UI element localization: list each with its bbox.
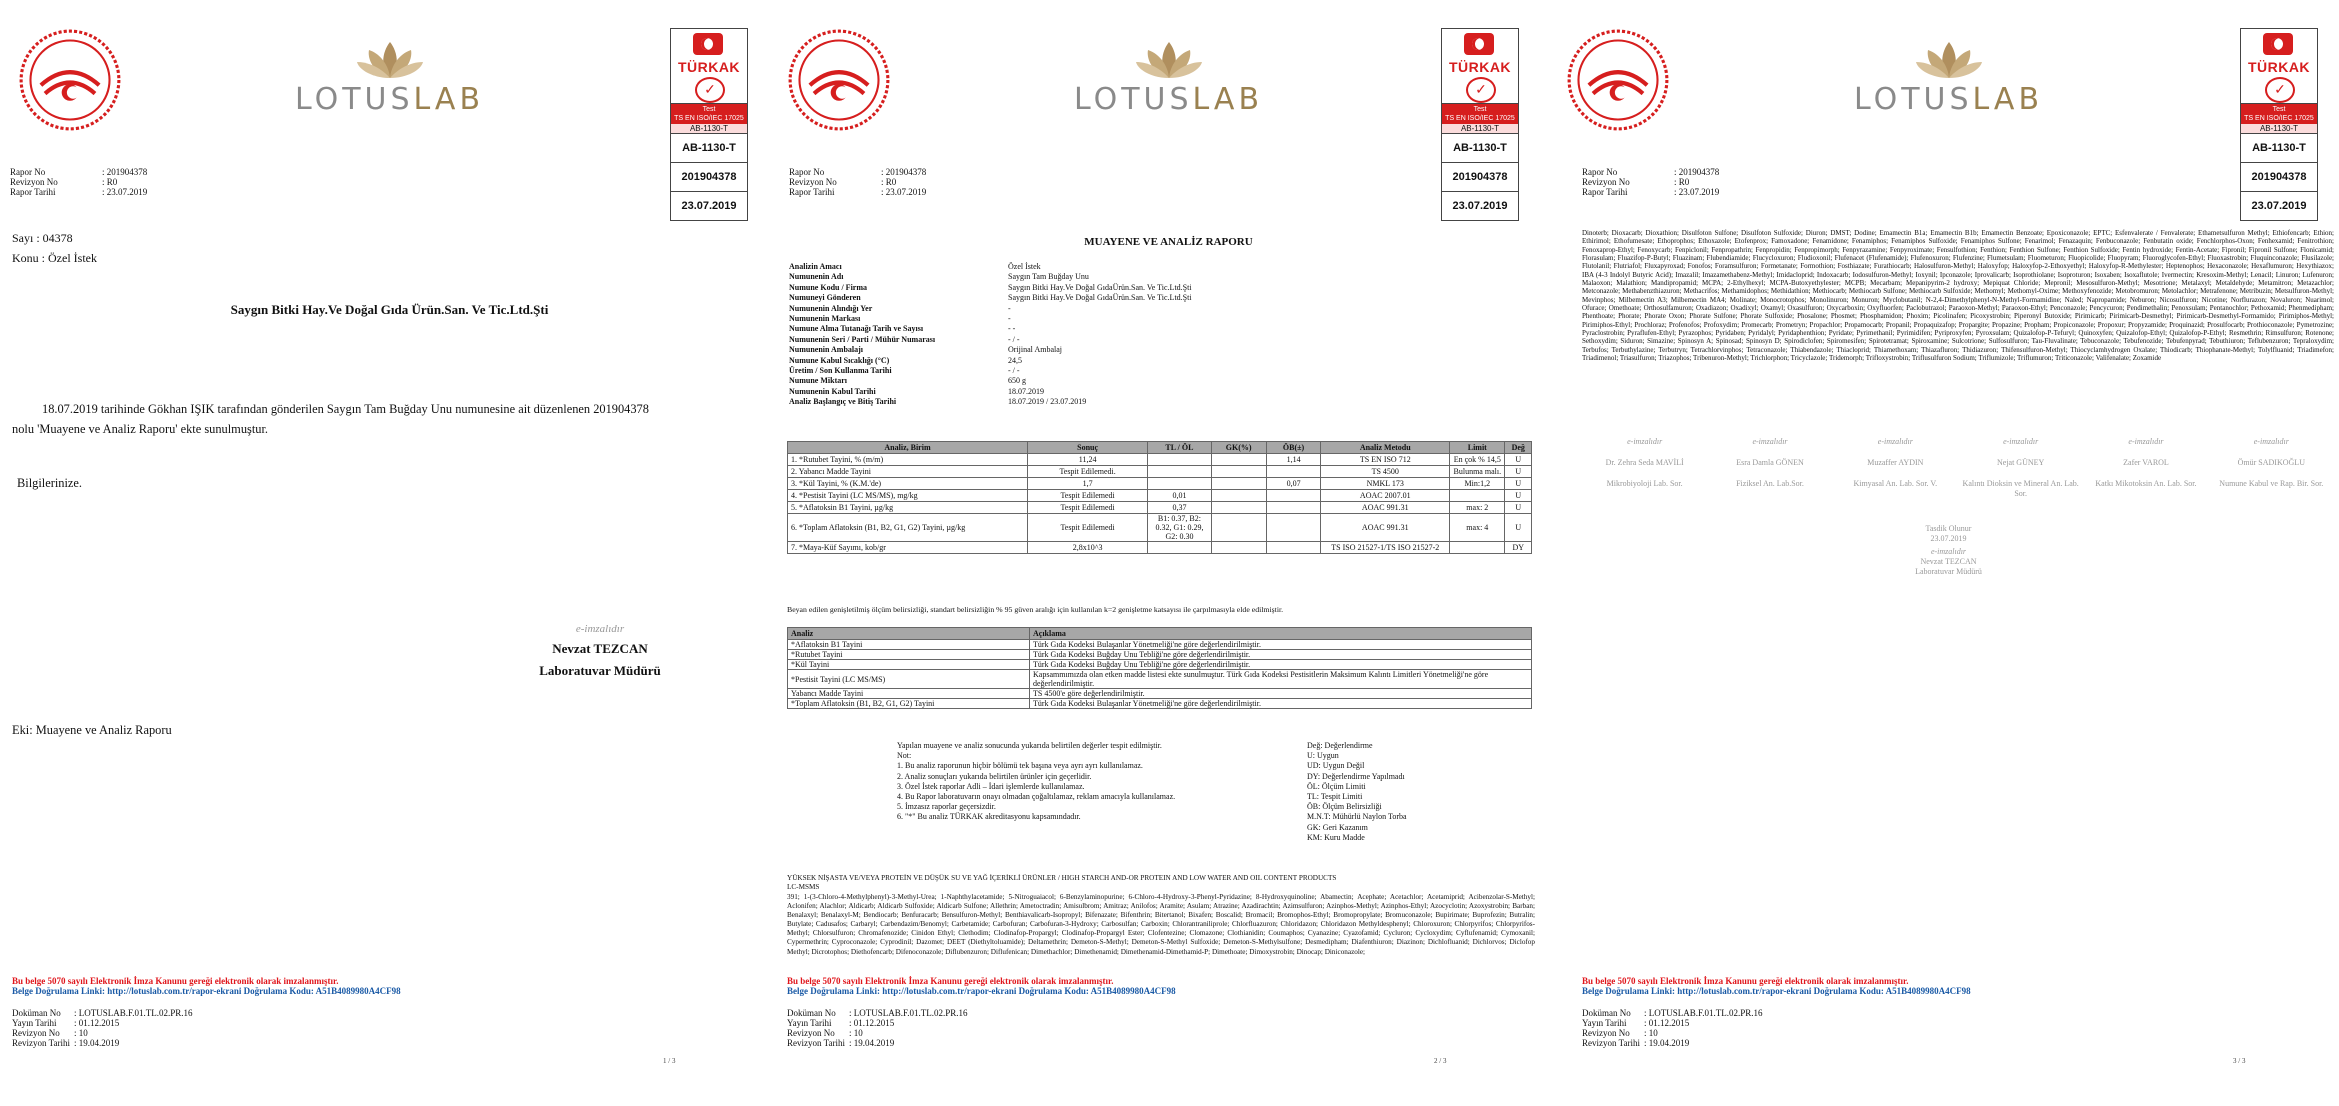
results-header-row [788,442,1532,454]
table-cell [1266,502,1321,514]
info-value: - [1008,303,1011,313]
info-value: Saygın Bitki Hay.Ve Doğal GıdaÜrün.San. Ve Tic.Ltd.Şti [1008,282,1192,292]
table-cell: Türk Gıda Kodeksi Buğday Unu Tebliği'ne göre değerlendirilmiştir. [1030,650,1532,660]
page-number: 2 / 3 [1434,1057,1447,1065]
table-row [788,640,1532,650]
esign-label: e-imzalıdır [2003,437,2039,446]
table-cell: Bulunma malı. [1450,466,1505,478]
column-header: Limit [1450,442,1505,454]
report-page-2 [779,0,1558,1106]
table-cell: B1: 0.37, B2: 0.32, G1: 0.29, G2: 0.30 [1148,514,1211,542]
table-cell [1148,542,1211,554]
table-cell: max: 4 [1450,514,1505,542]
lotuslab-logo: LOTUSLAB [0,40,779,117]
info-row [787,304,1194,314]
table-cell: 0,01 [1148,490,1211,502]
table-cell: *Toplam Aflatoksin (B1, B2, G1, G2) Tayini [788,699,1030,709]
info-row [787,262,1194,272]
table-cell: *Rutubet Tayini [788,650,1030,660]
approver-signature [1833,437,1958,499]
column-header: ÖB(±) [1266,442,1321,454]
report-title: MUAYENE VE ANALİZ RAPORU [1084,236,1253,248]
explanation-header-row [788,628,1532,640]
info-label: Numunenin Seri / Parti / Mühür Numarası [789,334,936,344]
info-row [787,335,1194,345]
letter-number: Sayı : 04378 [12,231,73,245]
table-cell [1211,490,1266,502]
info-value: Özel İstek [1008,262,1041,271]
table-cell: Türk Gıda Kodeksi Bulaşanlar Yönetmeliği'ne göre değerlendirilmiştir. [1030,640,1532,650]
table-cell [1148,466,1211,478]
table-cell: max: 2 [1450,502,1505,514]
table-cell: NMKL 173 [1321,478,1450,490]
table-row [788,542,1532,554]
column-header: TL / ÖL [1148,442,1211,454]
table-cell: 5. *Aflatoksin B1 Tayini, µg/kg [788,502,1028,514]
table-cell: U [1505,466,1532,478]
info-value: Orijinal Ambalaj [1008,345,1062,355]
table-cell: 2,8x10^3 [1028,542,1148,554]
table-cell: TS 4500 [1321,466,1450,478]
info-label: Numune Kabul Sıcaklığı (°C) [789,355,890,365]
lotuslab-logo: LOTUSLAB [1558,40,2339,117]
table-row [788,650,1532,660]
table-cell [1211,454,1266,466]
info-value: Saygın Bitki Hay.Ve Doğal GıdaÜrün.San. Ve Tic.Ltd.Şti [1008,293,1192,303]
table-row [788,454,1532,466]
lotuslab-logo: LOTUSLAB [779,40,1558,117]
results-table [787,441,1532,554]
info-value: 18.07.2019 [1008,386,1044,396]
column-header: Açıklama [1030,628,1532,640]
esign-label: e-imzalıdır [2128,437,2164,446]
info-row [787,376,1194,386]
report-page-3 [1558,0,2339,1106]
approval-block: Tasdik Olunur 23.07.2019 e-imzalıdır Nevzat TEZCAN Laboratuvar Müdürü [1915,524,1982,576]
lotus-flower-icon [1914,40,1984,80]
uncertainty-note: Beyan edilen genişletilmiş ölçüm belirsizliği, standart belirsizliğin % 95 güven aralığı için kullanılan k=2 genişletme katsayısı ile çarpılmasıyla elde edilmiştir. [787,605,1284,614]
approver-name: Nejat GÜNEY [1996,458,2045,467]
table-cell [1148,454,1211,466]
table-row [788,490,1532,502]
column-header: Analiz, Birim [788,442,1028,454]
info-row [787,314,1194,324]
table-cell: 3. *Kül Tayini, % (K.M.'de) [788,478,1028,490]
info-row [787,387,1194,397]
approver-signature [1707,437,1832,499]
table-cell: 7. *Maya-Küf Sayımı, kob/gr [788,542,1028,554]
table-cell: U [1505,502,1532,514]
info-label: Analizin Amacı [789,262,842,271]
table-cell [1148,478,1211,490]
note-line: Not: [897,751,912,761]
turkak-accreditation-badge: TÜRKAK ✓ Test TS EN ISO/IEC 17025 AB-1130-T AB-1130-T 201904378 23.07.2019 [2240,28,2318,221]
report-page-1 [0,0,779,1106]
approver-name: Muzaffer AYDIN [1867,458,1924,467]
table-cell [1211,514,1266,542]
lotus-flower-icon [1134,40,1204,80]
table-cell: Tespit Edilemedi [1028,514,1148,542]
table-cell: U [1505,454,1532,466]
table-cell: Min:1,2 [1450,478,1505,490]
info-row [787,366,1194,376]
table-cell: U [1505,478,1532,490]
info-value: 24,5 [1008,355,1022,365]
report-meta: Rapor No : 201904378 Revizyon No : R0 Rapor Tarihi : 23.07.2019 [10,167,148,197]
approver-title: Katkı Mikotoksin An. Lab. Sor. [2095,479,2197,488]
approver-name: Zafer VAROL [2123,458,2169,467]
info-label: Numunenin Markası [789,314,861,324]
note-line: 3. Özel İstek raporlar Adli – İdari işlemlerde kullanılamaz. [897,781,1085,791]
notes-right [1307,741,1407,843]
info-label: Analiz Başlangıç ve Bitiş Tarihi [789,397,897,407]
table-cell [1266,466,1321,478]
info-value: - / - [1008,366,1020,376]
attachment-note: Eki: Muayene ve Analiz Raporu [12,723,172,737]
info-value: 18.07.2019 / 23.07.2019 [1008,397,1087,407]
info-label: Numuneyi Gönderen [789,293,861,303]
table-cell: 11,24 [1028,454,1148,466]
table-cell: 1,14 [1266,454,1321,466]
table-cell: Tespit Edilemedi. [1028,466,1148,478]
notes-left [897,741,1175,823]
lotus-flower-icon [355,40,425,80]
table-cell [1211,466,1266,478]
esign-label: e-imzalıdır [1877,437,1913,446]
pesticide-list-continued: Dinoterb; Dioxacarb; Dioxathion; Disulfoton Sulfone; Disulfoton Sulfoxide; Diuron; DMST; Dodine; Emamectin B1a; Emamectin B1b; Emamectin Benzoate; Epoxiconazole; EPTC; Esfenvalerate / Fenvalerate; Ethametsulfuron Methyl; Ethiofencarb; Ethion; Ethirimol; Ethofumesate; Ethoprophos; Ethoxazole; Etofenprox; Famoxadone; Fenamidone; Fenamiphos; Fenamiphos Sulfoxide; Fenamiphos Sulfone; Fenarimol; Fenazaquin; Fenbuconazole; Fenbutatin oxide; Fenchlorphos-Oxon; Fenhexamid; Fenitrothion; Fenoxaprop-Ethyl; Fenoxycarb; Fenpiclonil; Fenpropathrin; Fenpropidin; Fenpropimorph; Fenpyrazamine; Fenpyroximate; Fensulfothion; Fenthion; Fenthion Sulfone; Fenthion Sulfoxide; Fentin hydroxide; Fentin-Acetate; Fipronil; Fipronil Sulfone; Flonicamid; Florasulam; Fluazifop-P-Butyl; Fluazinam; Flubendiamide; Flucycloxuron; Fludioxonil; Flufenacet (Flufenamide); Flufenoxuron; Flufenzine; Flumetsulam; Fluometuron; Fluopicolide; Fluopyram; Fluoroglycofen-Ethyl; Fluoxastrobin; Fluquinconazole; Flusilazole; Flutolanil; Flutriafol; Fluxapyroxad; Fonofos; Foramsulfuron; Formetanate; Formothion; Fosthiazate; Furathiocarb; Halosulfuron-Methyl; Haloxyfop; Haloxyfop-2-Ethoxyethyl; Haloxyfop-R-Methylester; Heptenophos; Hexaconazole; Hexaflumuron; Hexythiazox; IBA (4-3 Indolyl Butyric Acid); Imazalil; Imazamethabenz-Methyl; Imidacloprid; Indoxacarb; Iodosulfuron-Methyl; Ioxynil; Ipconazole; Iprovalicarb; Isoprothiolane; Isoproturon; Isoxaben; Isoxaflutole; Ivermectin; Kresoxim-Methyl; Lenacil; Linuron; Lufenuron; Malaoxon; Malathion; Mandipropamid; MCPA; 2-Ethylhexyl; MCPA-Butoxyethylester; MCPB; Mecarbam; Mepanipyrim-2 hydroxy; Mepiquat Chloride; Mepronil; Mesosulfuron-Methyl; Mesotrione; Metalaxyl; Metaldehyde; Metamitron; Metazachlor; Metconazole; Methabenzthiazuron; Methacrifos; Methamidophos; Methidathion; Methiocarb; Methiocarb Sulfone; Methiocarb Sulfoxide; Methomyl; Methomyl-Oxime; Methoxyfenozide; Metobromuron; Metolachlor; Metrafenone; Metribuzin; Metsulfuron-Methyl; Mevinphos; Milbemectin A3; Milbemectin MA4; Molinate; Monocrotophos; Monolinuron; Monuron; Myclobutanil; N-2,4-Dimethylphenyl-N-Methyl-Formamidine; Naled; Napropamide; Neburon; Nicosulfuron; Nicotine; Norflurazon; Novaluron; Nuarimol; Ofurace; Omethoate; Orthosulfamuron; Oxadiazon; Oxadixyl; Oxamyl; Oxasulfuron; Oxycarboxin; Oxyfluorfen; Paclobutrazol; Paraoxon-Methyl; Paraoxon-Ethyl; Penconazole; Pencycuron; Pendimethalin; Penoxsulam; Pentanochlor; Pethoxamid; Phenmedipham; Phenthoate; Phorate; Phorate Oxon; Phorate Sulfone; Phorate Sulfoxide; Phosalone; Phosmet; Phosphamidon; Phoxim; Picolinafen; Picoxystrobin; Piperonyl Butoxide; Pirimicarb; Pirimicarb-Desmethyl; Pirimicarb-Desmethyl-Formamido; Pirimiphos-Methyl; Pirimiphos-Ethyl; Prochloraz; Profenofos; Profoxydim; Promecarb; Prometryn; Propachlor; Propamocarb; Propanil; Propaquizafop; Propargite; Propazine; Propham; Propiconazole; Propoxur; Propyzamide; Proquinazid; Prosulfocarb; Prothioconazole; Pymetrozine; Pyraclostrobin; Pyraflufen-Ethyl; Pyrazophos; Pyridaben; Pyridalyl; Pyridaphenthion; Pyridate; Pyrimethanil; Pyrimidifen; Pyriproxyfen; Pyroxsulam; Quizalofop-P-Tefuryl; Quinoxyfen; Quizalofop-Ethyl; Quizalofop-P-Ethyl; Resmethrin; Rimsulfuron; Rotenone; Sethoxydim; Siduron; Simazine; Spinosyn A; Spinosad; Spinosyn D; Spirodiclofen; Spiromesifen; Spirotetramat; Spiroxamine; Sulcotrione; Sulfosulfuron; Tau-Fluvalinate; Tebuconazole; Tebufenozide; Tebufenpyrad; Tebuthiuron; Teflubenzuron; Tepraloxydim; Terbufos; Terbuthylazine; Terbutryn; Tetrachlorvinphos; Tetraconazole; Thiabendazole; Thiacloprid; Thiamethoxam; Thiazafluron; Thidiazuron; Thifensulfuron-Methyl; Thiocyclamhydrogen Oxalate; Thiodicarb; Thiophanate-Methyl; Tolylfluanid; Triadimefon; Triadimenol; Triasulfuron; Triazophos; Tribenuron-Methyl; Trichlorphon; Tricyclazole; Tridemorph; Trifloxystrobin; Triflusulfuron Sodium; Triflumizole; Triflumuron; Triticonazole; Valifenalate; Zoxamide [1582,229,2334,363]
approver-title: Kalıntı Dioksin ve Mineral An. Lab. Sor. [1962,479,2079,498]
note-line: Yapılan muayene ve analiz sonucunda yukarıda belirtilen değerler tespit edilmiştir. [897,741,1162,750]
page-footer: Bu belge 5070 sayılı Elektronik İmza Kanunu gereği elektronik olarak imzalanmıştır. Belge Doğrulama Linki: http://lotuslab.com.tr/rapor-ekrani Doğrulama Kodu: A51B4089980A4CF98 Doküman No : LOTUSLAB.F.01.TL.02.PR.16 Yayın Tarihi : 01.12.2015 Revizyon No : 10 Revizyon Tarihi : 19.04.2019 [12,976,401,1048]
legend-line: TL: Tespit Limiti [1307,792,1363,802]
approver-signature [2083,437,2208,499]
table-cell [1211,478,1266,490]
info-row [787,324,1194,334]
info-value: - [1008,314,1011,324]
table-cell: TS ISO 21527-1/TS ISO 21527-2 [1321,542,1450,554]
table-cell: Türk Gıda Kodeksi Bulaşanlar Yönetmeliği'ne göre değerlendirilmiştir. [1030,699,1532,709]
note-line: 6. "*" Bu analiz TÜRKAK akreditasyonu kapsamındadır. [897,812,1081,822]
table-cell: TS EN ISO 712 [1321,454,1450,466]
page-footer: Bu belge 5070 sayılı Elektronik İmza Kanunu gereği elektronik olarak imzalanmıştır. Belge Doğrulama Linki: http://lotuslab.com.tr/rapor-ekrani Doğrulama Kodu: A51B4089980A4CF98 Doküman No : LOTUSLAB.F.01.TL.02.PR.16 Yayın Tarihi : 01.12.2015 Revizyon No : 10 Revizyon Tarihi : 19.04.2019 [787,976,1176,1048]
info-label: Numunenin Ambalajı [789,345,864,355]
approver-title: Kimyasal An. Lab. Sor. V. [1853,479,1938,488]
column-header: Değ [1505,442,1532,454]
pesticide-list: 391; 1-(3-Chloro-4-Methylphenyl)-3-Methyl-Urea; 1-Naphthylacetamide; 5-Nitroguaiacol; 6-Benzylaminopurine; 6-Chloro-4-Hydroxy-3-Phenyl-Pyridazine; 8-Hydroxyquinoline; Abamectin; Acephate; Acetachlor; Acetamiprid; Acibenzolar-S-Methyl; Aclonifen; Alachlor; Aldicarb; Aldicarb Sulfoxide; Aldicarb Sulfone; Allethrin; Ametoctradin; Amisulbrom; Amitraz; Anilofos; Aramite; Asulam; Atrazine; Azadirachtin; Azimsulfuron; Azinphos-Methyl; Azinphos-Ethyl; Azocyclotin; Azoxystrobin; Barban; Benalaxyl; Benalaxyl-M; Bendiocarb; Benfuracarb; Bensulfuron-Methyl; Benthiavalicarb-Isopropyl; Bifenazate; Bifenthrin; Bitertanol; Bixafen; Boscalid; Bromacil; Bromophos-Ethyl; Bromopropylate; Bromuconazole; Bupirimate; Buprofezin; Butralin; Butylate; Cadusafos; Carbaryl; Carbendazim/Benomyl; Carbetamide; Carbofuran; Carbofuran-3-Hydroxy; Carbosulfan; Carboxin; Chlorantraniliprole; Chlorfluazuron; Chloridazon; Chloridazon Methyldesphenyl; Chloroxuron; Chlorpyrifos; Chlorpyrifos-Methyl; Chlorsulfuron; Chromafenozide; Cinidon Ethyl; Clethodim; Clodinafop-Propargyl; Clodinafop-Propargyl Ester; Clofentezine; Clomazone; Clothianidin; Coumaphos; Cyanazine; Cyazofamid; Cycluron; Cycloxydim; Cyflufenamid; Cymoxanil; Cypermethrin; Cyproconazole; Cyprodinil; Dazomet; DEET (Diethyltoluamide); Deltamethrin; Demeton-S-Methyl; Demeton-S-Methyl Sulfoxide; Demeton-S-Methylsulfone; Desmedipham; Diafenthiuron; Diazinon; Dichlofluanid; Dichlorvos; Diclofop Methyl; Dicrotophos; Diethofencarb; Difenoconazole; Diflubenzuron; Diflufenican; Dimethachlor; Dimethenamid; Dimethenamid-Dimethamid-P; Dimethoate; Dimoxystrobin; Dinocap; Diniconazole; [787,893,1535,956]
table-cell: AOAC 991.31 [1321,502,1450,514]
table-cell: 1. *Rutubet Tayini, % (m/m) [788,454,1028,466]
esign-label: e-imzalıdır [1752,437,1788,446]
page-footer: Bu belge 5070 sayılı Elektronik İmza Kanunu gereği elektronik olarak imzalanmıştır. Belge Doğrulama Linki: http://lotuslab.com.tr/rapor-ekrani Doğrulama Kodu: A51B4089980A4CF98 Doküman No : LOTUSLAB.F.01.TL.02.PR.16 Yayın Tarihi : 01.12.2015 Revizyon No : 10 Revizyon Tarihi : 19.04.2019 [1582,976,1971,1048]
approver-signature [1958,437,2083,499]
legend-line: U: Uygun [1307,751,1339,761]
table-cell: Tespit Edilemedi [1028,490,1148,502]
info-value: 650 g [1008,376,1026,386]
table-row [788,689,1532,699]
table-row [788,660,1532,670]
legend-line: DY: Değerlendirme Yapılmadı [1307,771,1405,781]
report-meta: Rapor No : 201904378 Revizyon No : R0 Rapor Tarihi : 23.07.2019 [1582,167,1720,197]
info-label: Numunenin Adı [789,272,844,282]
pesticide-list-method: LC-MSMS [787,883,820,891]
info-label: Numune Alma Tutanağı Tarih ve Sayısı [789,324,924,334]
turkak-accreditation-badge: TÜRKAK ✓ Test TS EN ISO/IEC 17025 AB-1130-T AB-1130-T 201904378 23.07.2019 [670,28,748,221]
table-cell [1211,502,1266,514]
table-cell: 1,7 [1028,478,1148,490]
signature-block: e-imzalıdır Nevzat TEZCAN Laboratuvar Müdürü [539,623,661,678]
approver-title: Mikrobiyoloji Lab. Sor. [1606,479,1683,488]
table-cell [1266,514,1321,542]
table-cell: 6. *Toplam Aflatoksin (B1, B2, G1, G2) Tayini, µg/kg [788,514,1028,542]
legend-line: UD: Uygun Değil [1307,761,1365,771]
info-row [787,283,1194,293]
info-label: Numune Miktarı [789,376,847,386]
report-meta: Rapor No : 201904378 Revizyon No : R0 Rapor Tarihi : 23.07.2019 [789,167,927,197]
table-cell [1450,490,1505,502]
table-cell: Türk Gıda Kodeksi Buğday Unu Tebliği'ne göre değerlendirilmiştir. [1030,660,1532,670]
table-row [788,670,1532,689]
info-label: Üretim / Son Kullanma Tarihi [789,366,892,376]
table-cell: TS 4500'e göre değerlendirilmiştir. [1030,689,1532,699]
approver-title: Fiziksel An. Lab.Sor. [1736,479,1804,488]
table-cell [1211,542,1266,554]
approver-signature [2209,437,2334,499]
table-cell: *Pestisit Tayini (LC MS/MS) [788,670,1030,689]
table-cell [1450,542,1505,554]
note-line: 4. Bu Rapor laboratuvarın onayı olmadan çoğaltılamaz, reklam amacıyla kullanılamaz. [897,792,1176,802]
table-row [788,699,1532,709]
info-label: Numunenin Kabul Tarihi [789,386,876,396]
table-row [788,502,1532,514]
column-header: Sonuç [1028,442,1148,454]
table-row [788,514,1532,542]
approver-name: Dr. Zehra Seda MAVİLİ [1605,458,1684,467]
info-row [787,345,1194,355]
info-row [787,272,1194,282]
approver-name: Esra Damla GÖNEN [1736,458,1804,467]
note-line: 2. Analiz sonuçları yukarıda belirtilen ürünler için geçerlidir. [897,771,1092,781]
approver-title: Numune Kabul ve Rap. Bir. Sor. [2219,479,2324,488]
pesticide-list-title: YÜKSEK NİŞASTA VE/VEYA PROTEİN VE DÜŞÜK SU VE YAĞ İÇERİKLİ ÜRÜNLER / HIGH STARCH AND-OR PROTEIN AND LOW WATER AND OIL CONTENT PRODUCTS [787,874,1337,882]
note-line: 1. Bu analiz raporunun hiçbir bölümü tek başına veya ayrı ayrı kullanılamaz. [897,761,1143,771]
approver-signatures [1582,437,2334,499]
table-row [788,478,1532,490]
table-cell: 0,07 [1266,478,1321,490]
table-cell: U [1505,514,1532,542]
check-icon: ✓ [695,77,725,103]
table-cell: En çok % 14,5 [1450,454,1505,466]
info-row [787,293,1194,303]
note-line: 5. İmzasız raporlar geçersizdir. [897,802,996,812]
info-label: Numune Kodu / Firma [789,282,868,292]
info-row [787,356,1194,366]
column-header: Analiz Metodu [1321,442,1450,454]
info-label: Numunenin Alındığı Yer [789,303,873,313]
approver-name: Ömür SADIKOĞLU [2237,458,2305,467]
check-icon: ✓ [1466,77,1496,103]
table-row [788,466,1532,478]
table-cell: DY [1505,542,1532,554]
column-header: GK(%) [1211,442,1266,454]
esign-label: e-imzalıdır [1627,437,1663,446]
page-number: 1 / 3 [663,1057,676,1065]
info-value: - - [1008,324,1016,334]
table-cell [1266,542,1321,554]
table-cell: 2. Yabancı Madde Tayini [788,466,1028,478]
recipient-company: Saygın Bitki Hay.Ve Doğal Gıda Ürün.San. Ve Tic.Ltd.Şti [230,302,549,317]
table-cell: 0,37 [1148,502,1211,514]
legend-line: KM: Kuru Madde [1307,832,1365,842]
info-value: - / - [1008,334,1020,344]
legend-line: ÖB: Ölçüm Belirsizliği [1307,802,1382,812]
page-number: 3 / 3 [2233,1057,2246,1065]
info-row [787,397,1194,407]
table-cell [1266,490,1321,502]
table-cell: Yabancı Madde Tayini [788,689,1030,699]
explanation-table [787,627,1532,709]
letter-closing: Bilgilerinize. [17,476,83,490]
table-cell: *Aflatoksin B1 Tayini [788,640,1030,650]
info-value: Saygın Tam Buğday Unu [1008,272,1089,282]
table-cell: U [1505,490,1532,502]
column-header: Analiz [788,628,1030,640]
table-cell: AOAC 2007.01 [1321,490,1450,502]
letter-subject: Konu : Özel İstek [12,251,97,265]
turkak-accreditation-badge: TÜRKAK ✓ Test TS EN ISO/IEC 17025 AB-1130-T AB-1130-T 201904378 23.07.2019 [1441,28,1519,221]
esign-label: e-imzalıdır [2253,437,2289,446]
check-icon: ✓ [2265,77,2295,103]
table-cell: *Kül Tayini [788,660,1030,670]
sample-info-table [787,262,1194,408]
table-cell: 4. *Pestisit Tayini (LC MS/MS), mg/kg [788,490,1028,502]
legend-line: GK: Geri Kazanım [1307,822,1368,832]
table-cell: Tespit Edilemedi [1028,502,1148,514]
legend-line: Değ: Değerlendirme [1307,741,1373,750]
legend-line: M.N.T: Mühürlü Naylon Torba [1307,812,1407,822]
legend-line: ÖL: Ölçüm Limiti [1307,781,1366,791]
table-cell: Kapsammımızda olan etken madde listesi ekte sunulmuştur. Türk Gıda Kodeksi Pestisitlerin Maksimum Kalıntı Limitleri Yönetmeliği'ne göre değerlendirilmiştir. [1030,670,1532,689]
approver-signature [1582,437,1707,499]
table-cell: AOAC 991.31 [1321,514,1450,542]
letter-body: 18.07.2019 tarihinde Gökhan IŞIK tarafından gönderilen Saygın Tam Buğday Unu numunesine ait düzenlenen 201904378 nolu 'Muayene ve Analiz Raporu' ekte sunulmuştur. [12,402,649,436]
